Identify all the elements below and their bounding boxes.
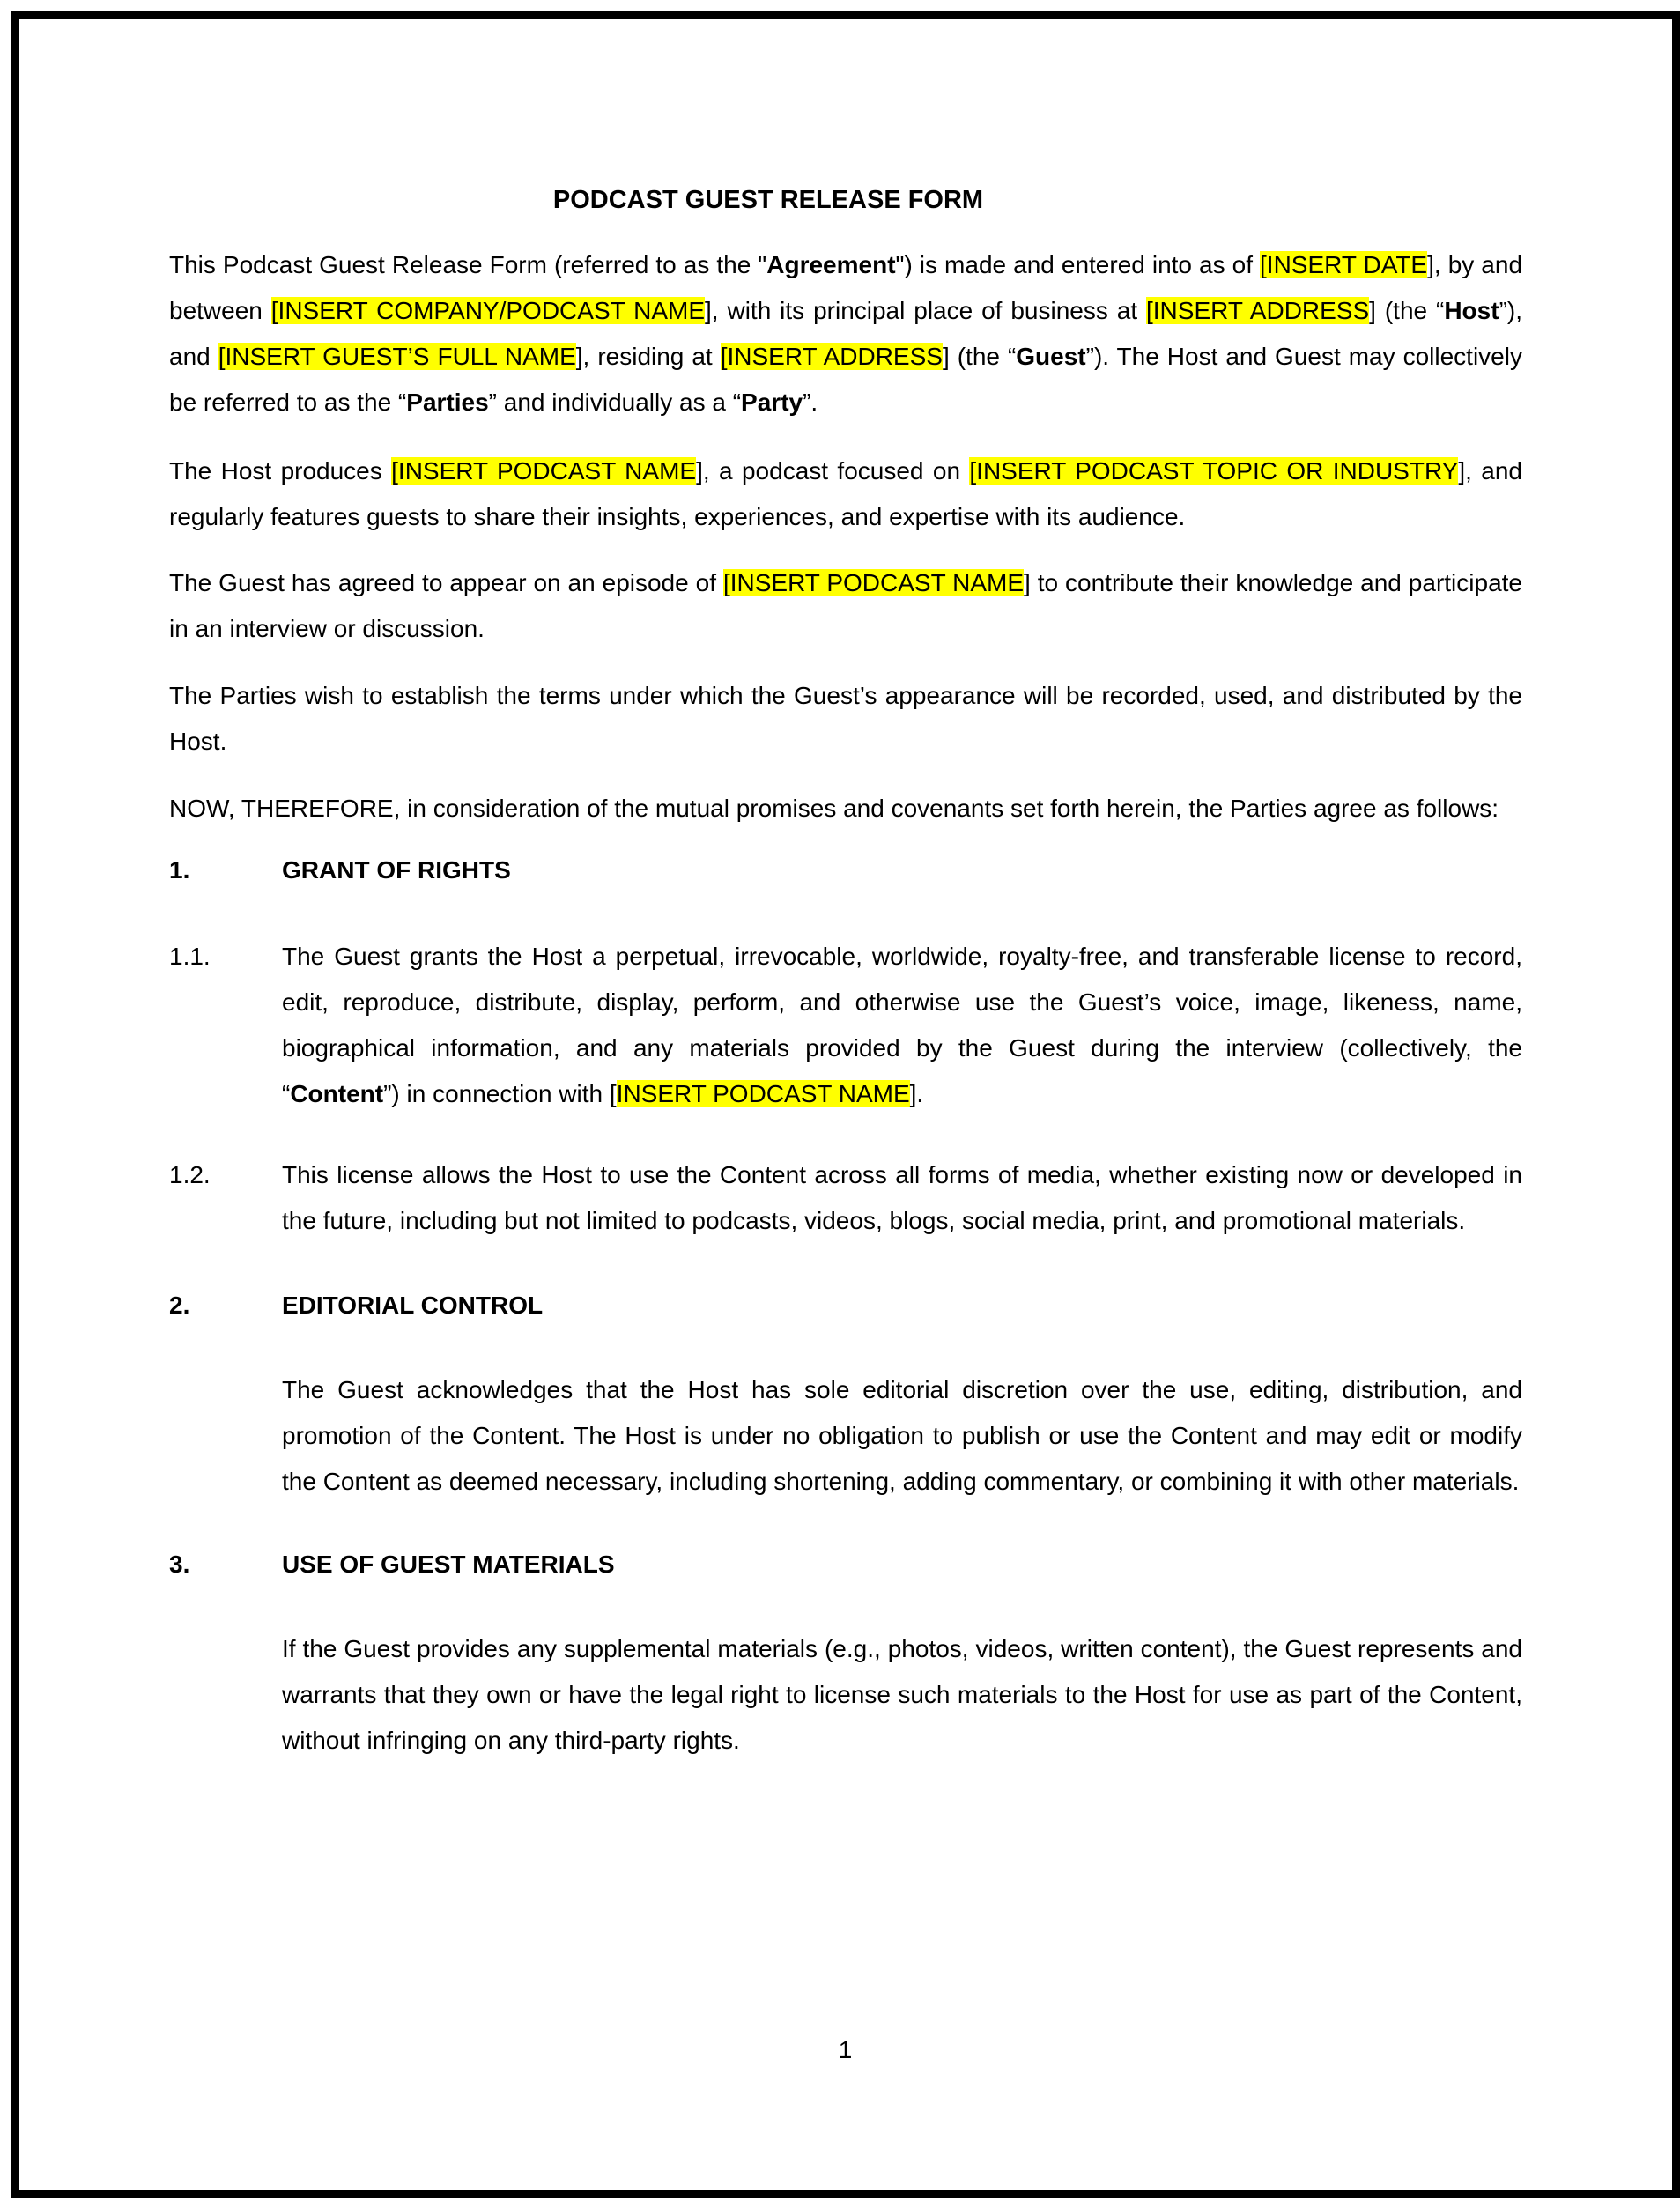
- paragraph-host-produces: [169, 448, 1522, 540]
- text-run: ], and regularly features guests to share their insights, experiences, and expertise with its audience.: [169, 457, 1522, 530]
- section-heading-text: USE OF GUEST MATERIALS: [282, 1550, 615, 1578]
- placeholder-highlight-host-address: [INSERT ADDRESS: [1146, 297, 1370, 324]
- section-2-body: [282, 1367, 1522, 1505]
- text-run-bold: Content: [290, 1080, 384, 1107]
- text-run: The Host produces: [169, 457, 392, 485]
- text-run: ], a podcast focused on: [696, 457, 970, 485]
- text-run: ], residing at: [575, 343, 721, 370]
- section-heading-text: GRANT OF RIGHTS: [282, 856, 511, 884]
- text-run: ”). The Host and Guest may collectively be referred to as the “: [169, 343, 1522, 416]
- section-3-body: [282, 1626, 1522, 1764]
- text-run: This Podcast Guest Release Form (referred to as the ": [169, 251, 767, 278]
- placeholder-highlight-insert-date: [INSERT DATE: [1260, 251, 1428, 278]
- text-run: The Guest has agreed to appear on an episode of: [169, 569, 723, 596]
- text-run: ”.: [803, 389, 818, 416]
- text-run-bold: Guest: [1016, 343, 1086, 370]
- placeholder-highlight-guest-address: [INSERT ADDRESS: [720, 343, 943, 370]
- text-run: ].: [909, 1080, 924, 1107]
- text-run-bold: Party: [741, 389, 803, 416]
- clause-1-1: [169, 934, 1522, 1117]
- section-number: 2.: [169, 1291, 190, 1319]
- placeholder-highlight-guest-full-name: [INSERT GUEST’S FULL NAME: [218, 343, 576, 370]
- paragraph-now-therefore: [169, 786, 1522, 832]
- text-run: The Parties wish to establish the terms under which the Guest’s appearance will be recorded, used, and distributed by the Host.: [169, 682, 1522, 755]
- page-number: 1: [838, 2036, 853, 2063]
- page-border-frame: [11, 11, 1680, 2198]
- text-run-bold: Host: [1444, 297, 1499, 324]
- text-run: ") is made and entered into as of: [895, 251, 1261, 278]
- text-run: NOW, THEREFORE, in consideration of the mutual promises and covenants set forth herein, the Parties agree as follows:: [169, 795, 1499, 822]
- text-run: The Guest grants the Host a perpetual, irrevocable, worldwide, royalty-free, and transferable license to record, edit, reproduce, distribute, display, perform, and otherwise use the Guest’s voice, image, likeness, name, biographical information, and any materials provided by the Guest during the interview (collectively, the “: [282, 943, 1522, 1107]
- text-run: ], by and between: [169, 251, 1523, 324]
- text-run: ”), and: [169, 297, 1522, 370]
- section-number: 1.: [169, 856, 190, 884]
- section-number: 3.: [169, 1550, 190, 1578]
- paragraph-intro-agreement: [169, 242, 1522, 426]
- document-title: PODCAST GUEST RELEASE FORM: [552, 186, 984, 214]
- placeholder-highlight-podcast-name: [INSERT PODCAST NAME: [391, 457, 697, 485]
- text-run: The Guest acknowledges that the Host has sole editorial discretion over the use, editing, distribution, and promotion of the Content. The Host is under no obligation to publish or use the Content and may edit or modify the Content as deemed necessary, including shortening, adding commentary, or combining it with other materials.: [282, 1376, 1522, 1495]
- text-run-bold: Agreement: [766, 251, 896, 278]
- text-run: ] (the “: [942, 343, 1017, 370]
- text-run: ”) in connection with [: [383, 1080, 617, 1107]
- text-run: ” and individually as a “: [488, 389, 742, 416]
- section-heading-editorial-control: [169, 1283, 1522, 1328]
- text-run: ] to contribute their knowledge and participate in an interview or discussion.: [169, 569, 1522, 642]
- text-run: ], with its principal place of business at: [705, 297, 1146, 324]
- section-heading-text: EDITORIAL CONTROL: [282, 1291, 544, 1319]
- clause-body: [282, 1152, 1522, 1244]
- placeholder-highlight-company-podcast-name: [INSERT COMPANY/PODCAST NAME: [270, 297, 706, 324]
- placeholder-highlight-podcast-topic: [INSERT PODCAST TOPIC OR INDUSTRY: [969, 457, 1459, 485]
- paragraph-parties-wish: [169, 673, 1522, 765]
- text-run: This license allows the Host to use the Content across all forms of media, whether existing now or developed in the future, including but not limited to podcasts, videos, blogs, social media, print, and promotional materials.: [282, 1161, 1522, 1234]
- document-content: [19, 19, 1672, 1764]
- section-heading-grant-of-rights: [169, 847, 1522, 893]
- clause-number: 1.2.: [169, 1161, 211, 1188]
- clause-number: 1.1.: [169, 943, 211, 970]
- text-run: If the Guest provides any supplemental materials (e.g., photos, videos, written content), the Guest represents and warrants that they own or have the legal right to license such materials to the Host for use as part of the Content, without infringing on any third-party rights.: [282, 1635, 1522, 1754]
- placeholder-highlight-podcast-name: [INSERT PODCAST NAME: [722, 569, 1025, 596]
- text-run: ] (the “: [1369, 297, 1445, 324]
- clause-body: [282, 934, 1522, 1117]
- section-heading-use-of-guest-materials: [169, 1542, 1522, 1587]
- placeholder-highlight-podcast-name: INSERT PODCAST NAME: [616, 1080, 910, 1107]
- clause-1-2: [169, 1152, 1522, 1244]
- text-run-bold: Parties: [406, 389, 489, 416]
- paragraph-guest-agreed: [169, 560, 1522, 652]
